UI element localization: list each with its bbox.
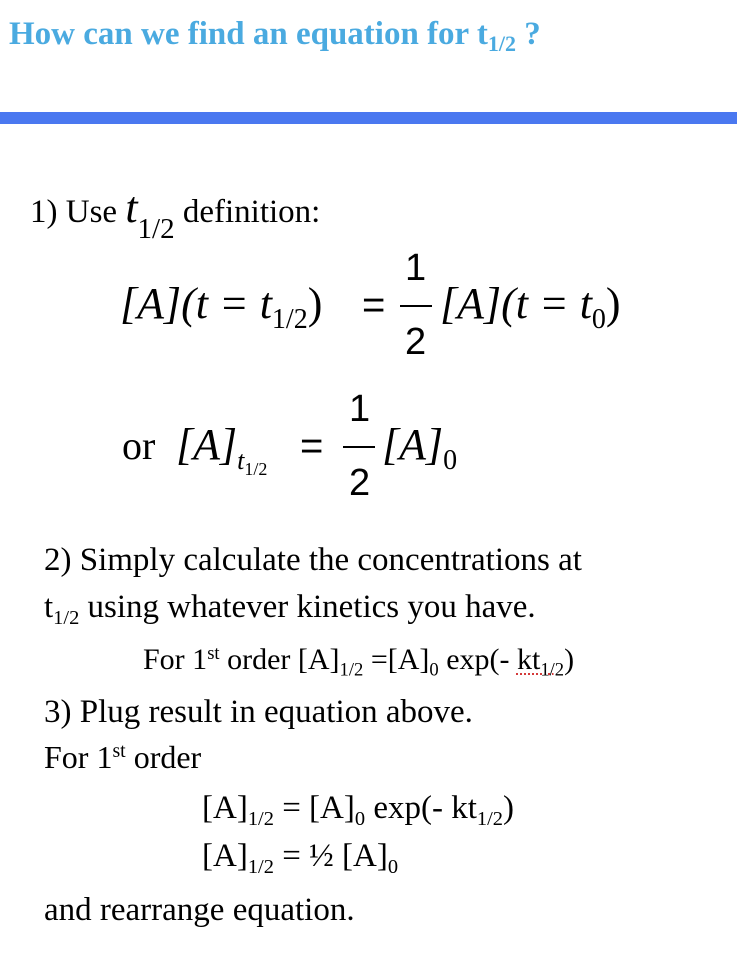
- step2-for-mid: order [A]: [219, 643, 340, 676]
- step2-for-sup: st: [207, 642, 220, 664]
- step3-for-prefix: For 1: [44, 739, 113, 775]
- eq1-lhs: $[A](t = t_{1/2})$: [120, 279, 323, 335]
- step2-for-sub0: 0: [429, 659, 439, 681]
- step2-for-prefix: For 1: [143, 643, 208, 676]
- eq2-equals: =: [300, 424, 324, 468]
- step3-eqB-lhs-sub: 1/2: [247, 856, 274, 879]
- step3-eqA-mid: = [A]: [273, 790, 355, 826]
- step1-line: [30, 183, 321, 245]
- step2-for-sub1: 1/2: [339, 659, 364, 681]
- eq1-rhs: $[A](t = t_0)$: [440, 279, 621, 335]
- step3-equation-a: [202, 790, 514, 831]
- step1-symbol: t: [125, 183, 138, 232]
- eq2-denominator: 2: [349, 462, 371, 504]
- step2-t-sub: 1/2: [53, 607, 80, 630]
- step1-suffix: definition:: [174, 194, 321, 230]
- step3-for-sup: st: [112, 740, 126, 763]
- eq1-numerator: 1: [405, 247, 427, 289]
- step3-equation-b: [202, 838, 399, 879]
- step2-for-close: ): [564, 643, 575, 676]
- step2-first-order: [143, 642, 575, 681]
- equation-half-life-concentration: [0, 385, 737, 505]
- eq2-rhs-sub: 0: [443, 445, 458, 476]
- step3-eqB-lhs: [A]: [202, 838, 248, 874]
- eq2-numerator: 1: [349, 388, 371, 430]
- eq2-lhs-subsub: 1/2: [244, 459, 268, 479]
- title-divider: [0, 112, 737, 124]
- step3-line1: 3) Plug result in equation above.: [44, 694, 473, 730]
- eq2-or: or: [122, 423, 156, 468]
- slide-title: [9, 14, 541, 54]
- step3-eqB-sub0: 0: [387, 856, 399, 879]
- eq2-lhs-sub: t: [237, 446, 245, 475]
- eq1-lhs-close: ): [307, 279, 323, 328]
- step3-eqA-lhs: [A]: [202, 790, 248, 826]
- eq1-equals: =: [362, 283, 386, 327]
- step2-line2: [44, 589, 536, 630]
- eq1-denominator: 2: [405, 321, 427, 363]
- step2-for-eq: =[A]: [363, 643, 430, 676]
- step3-eqA-exp-sub: 1/2: [476, 808, 503, 831]
- title-text: How can we find an equation for t: [9, 16, 488, 52]
- step2-t: t: [44, 589, 54, 625]
- title-subscript: 1/2: [487, 31, 516, 56]
- eq2-rhs: $[A]_0$: [382, 420, 458, 476]
- step3-for-rest: order: [125, 739, 202, 775]
- eq1-rhs-close: ): [605, 279, 621, 328]
- step3-closing: and rearrange equation.: [44, 892, 355, 928]
- step2-for-kt: $kt_{1/2}$: [516, 643, 565, 681]
- eq1-lhs-sub: 1/2: [271, 304, 308, 335]
- step3-first-order: [44, 741, 201, 773]
- step2-for-exp: exp(-: [438, 643, 517, 676]
- step1-symbol-sub: 1/2: [137, 213, 175, 245]
- equation-half-life-definition: [0, 240, 737, 363]
- step1-prefix: 1) Use: [30, 194, 126, 230]
- step3-eqA-exp: exp(- kt: [365, 790, 477, 826]
- step3-eqA-sub0: 0: [354, 808, 366, 831]
- step3-eqA-close: ): [503, 790, 514, 826]
- step2-for-kt-sub: 1/2: [540, 659, 565, 681]
- eq2-lhs: $[A]_t1/2$: [176, 420, 268, 479]
- step3-eqB-mid: = ½ [A]: [273, 838, 388, 874]
- eq1-rhs-sub: 0: [591, 304, 606, 335]
- step2-line1: 2) Simply calculate the concentrations at: [44, 542, 582, 578]
- step3-eqA-lhs-sub: 1/2: [247, 808, 274, 831]
- title-end: ?: [515, 16, 541, 52]
- step2-line2-rest: using whatever kinetics you have.: [79, 589, 536, 625]
